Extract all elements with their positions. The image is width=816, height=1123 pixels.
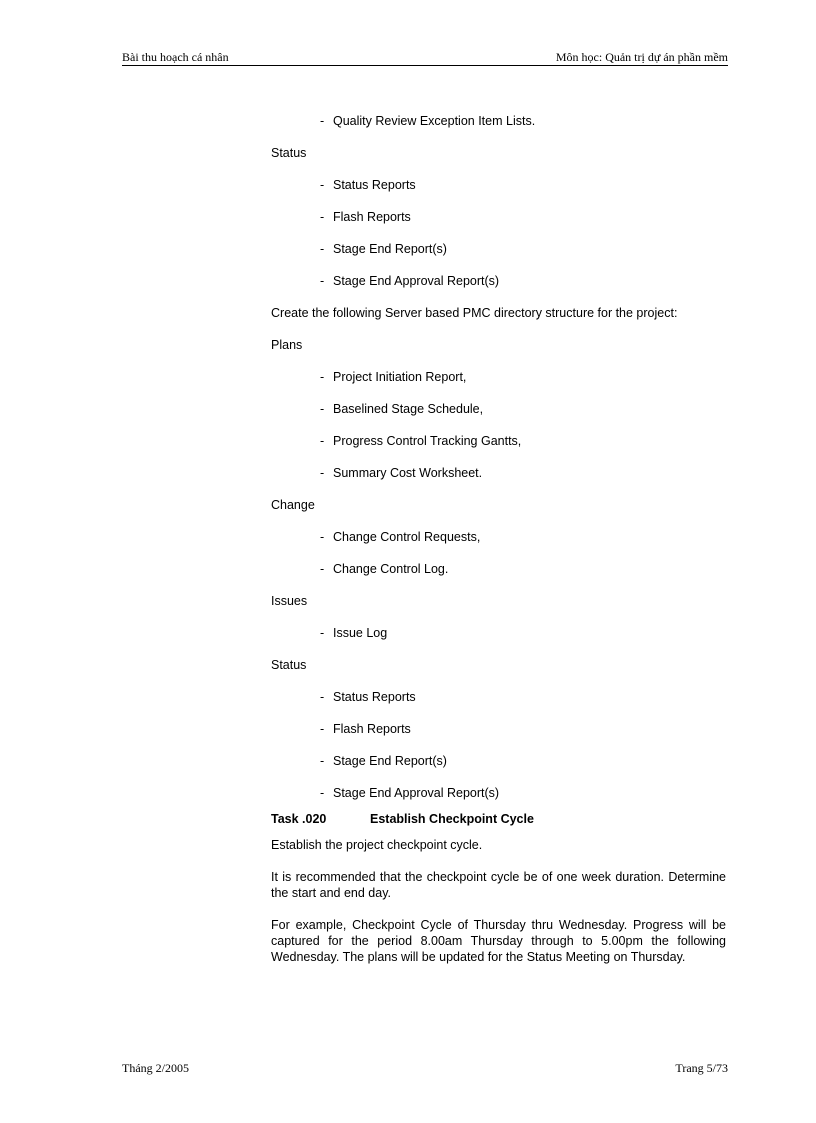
paragraph: It is recommended that the checkpoint cycle be of one week duration. Determine the start and end day.: [271, 870, 726, 900]
page-header: [122, 49, 728, 66]
bullet-dash: -: [320, 114, 325, 128]
page-footer: [122, 1061, 728, 1077]
header-left-text: Bài thu hoạch cá nhân: [122, 50, 229, 64]
section-heading-plans: Plans: [271, 338, 303, 352]
list-item: - Flash Reports: [320, 722, 411, 736]
list-item: - Status Reports: [320, 178, 416, 192]
list-item: - Change Control Requests,: [320, 530, 481, 544]
intro-text: Create the following Server based PMC directory structure for the project:: [271, 306, 678, 320]
list-item: - Quality Review Exception Item Lists.: [320, 114, 536, 128]
section-heading-status: Status: [271, 658, 307, 672]
list-item: - Stage End Approval Report(s): [320, 274, 500, 288]
header-right-text: Môn học: Quản trị dự án phần mềm: [555, 50, 728, 64]
paragraph: For example, Checkpoint Cycle of Thursday thru Wednesday. Progress will be captured for the period 8.00am Thursday through to 5.00pm the following Wednesday. The plans will be updated for the Status Meeting on Thursday.: [271, 918, 726, 964]
task-heading: [271, 811, 726, 837]
list-item: - Project Initiation Report,: [320, 370, 467, 384]
list-item: - Status Reports: [320, 690, 416, 704]
list-item: - Stage End Report(s): [320, 242, 447, 256]
list-item: - Stage End Report(s): [320, 754, 447, 768]
list-item: - Change Control Log.: [320, 562, 449, 576]
section-heading-status: Status: [271, 146, 307, 160]
list-item: - Issue Log: [320, 626, 388, 640]
section-heading-change: Change: [271, 498, 315, 512]
paragraph: Establish the project checkpoint cycle.: [271, 838, 483, 852]
list-item: - Progress Control Tracking Gantts,: [320, 434, 522, 448]
document-body: [271, 113, 726, 981]
list-item: - Summary Cost Worksheet.: [320, 466, 483, 480]
task-title: Establish Checkpoint Cycle: [370, 812, 534, 826]
section-heading-issues: Issues: [271, 594, 308, 608]
task-number: Task .020: [271, 812, 327, 826]
list-item: - Stage End Approval Report(s): [320, 786, 500, 800]
footer-date: Tháng 2/2005: [122, 1061, 189, 1075]
page-number: Trang 5/73: [675, 1061, 728, 1075]
list-item: - Flash Reports: [320, 210, 411, 224]
list-item: - Baselined Stage Schedule,: [320, 402, 484, 416]
